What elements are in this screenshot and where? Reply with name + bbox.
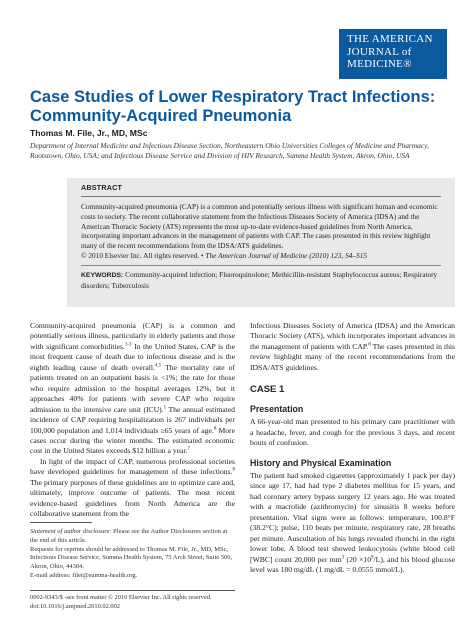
bottom-divider <box>30 590 235 591</box>
keywords <box>81 270 441 291</box>
logo-line-3: MEDICINE® <box>347 58 412 70</box>
reference-sup: 1 <box>163 405 167 411</box>
keywords-label: KEYWORDS: <box>81 271 124 279</box>
text-span: (20 ×10 <box>344 554 372 564</box>
left-column <box>30 321 235 520</box>
text-span: More cases occur during the winter months. The estimated economic cost in the United States exceeds $12 billion a year. <box>30 425 235 456</box>
title-line-2: Community-Acquired Pneumonia <box>30 107 292 125</box>
history-heading: History and Physical Examination <box>250 457 392 468</box>
affiliation: Department of Internal Medicine and Infectious Disease Section, Northeastern Ohio Universities Colleges of Medicine and Pharmacy, Rootstown, Ohio, USA; and Infectious Disease Service and Division of HIV Research, Summa Health System, Akron, Ohio, USA <box>30 141 429 160</box>
right-column <box>250 321 455 576</box>
disclosure-label: Statement of author disclosure: <box>30 528 112 535</box>
presentation-text: A 66-year-old man presented to his primary care practitioner with a headache, fever, and cough for the previous 3 days, and recent bouts of confusion. <box>250 417 455 448</box>
intro-paragraph-continued <box>250 321 455 373</box>
abstract-text: Community-acquired pneumonia (CAP) is a common and potentially serious illness with significant human and economic costs to society. The recent collaborative statement from the Infectious Diseases Society of America (IDSA) and the American Thoracic Society (ATS) represents the most up-to-date evidence-based guidelines from North America, incorporating important advances in the management of patients with CAP. The cases presented in this review highlight many of the recent recommendations from the IDSA/ATS guidelines. <box>81 202 438 251</box>
text-span: The cases presented in this review highlight many of the recent recommendations from the IDSA/ATS guidelines. <box>250 341 456 372</box>
footnotes <box>30 528 235 581</box>
text-span: The patient had smoked cigarettes (approximately 1 pack per day) since age 17, had had type 2 diabetes mellitus for 15 years, and had coronary artery bypass surgery 12 years ago. He was treated with a macrolide (azithromycin) for sinusitis 8 weeks before presentation. Vital signs were as follows: temperature, 100.8°F (38.2°C); pulse, 110 beats per minute, respiratory rate, 28 breaths per minute. Auscultation of his lungs revealed rhonchi in the right lower lobe. A blood test showed leukocytosis (white blood cell [WBC] count 20,000 per mm <box>250 470 455 564</box>
logo-line-2: JOURNAL of <box>347 45 412 58</box>
reference-sup: 8 <box>232 467 235 473</box>
author-line: Thomas M. File, Jr., MD, MSc <box>30 128 148 138</box>
copyright-text: © 2010 Elsevier Inc. All rights reserved. • <box>81 250 206 260</box>
history-text <box>250 471 455 576</box>
issn-line: 0002-9343/$ -see front matter © 2010 Elsevier Inc. All rights reserved. <box>30 594 212 601</box>
text-span: /L), and his blood glucose level was 180 mg/dL (1 mg/dL = 0.0555 mmol/L). <box>250 554 455 575</box>
keywords-list: Community-acquired infection; Fluoroquinolone; Methicillin-resistant Staphylococcus aureus; Respiratory disorders; Tuberculosis <box>81 269 438 290</box>
logo-line-1: THE AMERICAN <box>347 33 433 45</box>
intro-paragraph-2 <box>30 457 235 520</box>
reference-sup: 1-3 <box>124 342 132 348</box>
abstract-heading: ABSTRACT <box>81 183 123 192</box>
journal-citation: The American Journal of Medicine (2010) 123, S4–S15 <box>205 250 368 260</box>
text-span: In light of the impact of CAP, numerous professional societies have developed guidelines for management of these infections. <box>30 456 235 477</box>
text-span: The annual estimated incidence of CAP requiring hospitalization is 267 individuals per 100,000 population and 1,014 individuals ≥65 years of age. <box>30 404 235 435</box>
text-span: In the United States, CAP is the most frequent cause of death due to infectious disease and is the eighth leading cause of death overall. <box>30 341 235 372</box>
disclosure-text: Please see the Author Disclosures section at the end of this article. <box>30 528 228 544</box>
abstract-copyright <box>81 251 441 261</box>
doi-line: doi:10.1016/j.amjmed.2010.02.002 <box>30 602 120 610</box>
superscript: 3 <box>341 555 345 561</box>
superscript: 9 <box>371 555 374 561</box>
text-span: The primary purposes of these guidelines are to optimize care and, ultimately, improve outcome of patients. The most recent evidence-based guidelines from North America are the collaborative statement from the <box>30 477 235 519</box>
reference-sup: 4,5 <box>154 363 162 369</box>
reprints-note: Requests for reprints should be addressed to Thomas M. File, Jr., MD, MSc, Infectious Disease Service, Summa Health System, 75 Arch Street, Suite 506, Akron, Ohio, 44304. <box>30 545 233 571</box>
article-identifiers <box>30 594 212 611</box>
article-title <box>30 88 450 126</box>
case-heading: CASE 1 <box>250 384 285 396</box>
presentation-heading: Presentation <box>250 403 304 414</box>
disclosure-note <box>30 528 235 546</box>
email-note: E-mail address: filet@summa-health.org. <box>30 571 138 579</box>
abstract-divider <box>81 196 441 197</box>
reference-sup: 6 <box>213 425 217 431</box>
footnote-divider <box>30 522 92 523</box>
text-span: The mortality rate of patients treated on an outpatient basis is <1%; the rate for those who require admission to the hospital averages 12%, but it approaches 40% for patients with severe CAP who require admission to the intensive care unit (ICU). <box>30 362 235 414</box>
text-span: Infectious Diseases Society of America (IDSA) and the American Thoracic Society (ATS), which incorporates important advances in the management of patients with CAP. <box>250 321 455 351</box>
reference-sup: 8 <box>368 342 371 348</box>
abstract-box <box>67 178 455 307</box>
journal-logo <box>339 29 447 79</box>
text-span: Community-acquired pneumonia (CAP) is a common and potentially serious illness, particularly in elderly patients and those with significant comorbidities. <box>30 321 235 351</box>
intro-paragraph-1 <box>30 321 235 457</box>
reference-sup: 7 <box>187 446 190 452</box>
keywords-divider <box>81 265 441 266</box>
title-line-1: Case Studies of Lower Respiratory Tract Infections: <box>30 88 436 106</box>
